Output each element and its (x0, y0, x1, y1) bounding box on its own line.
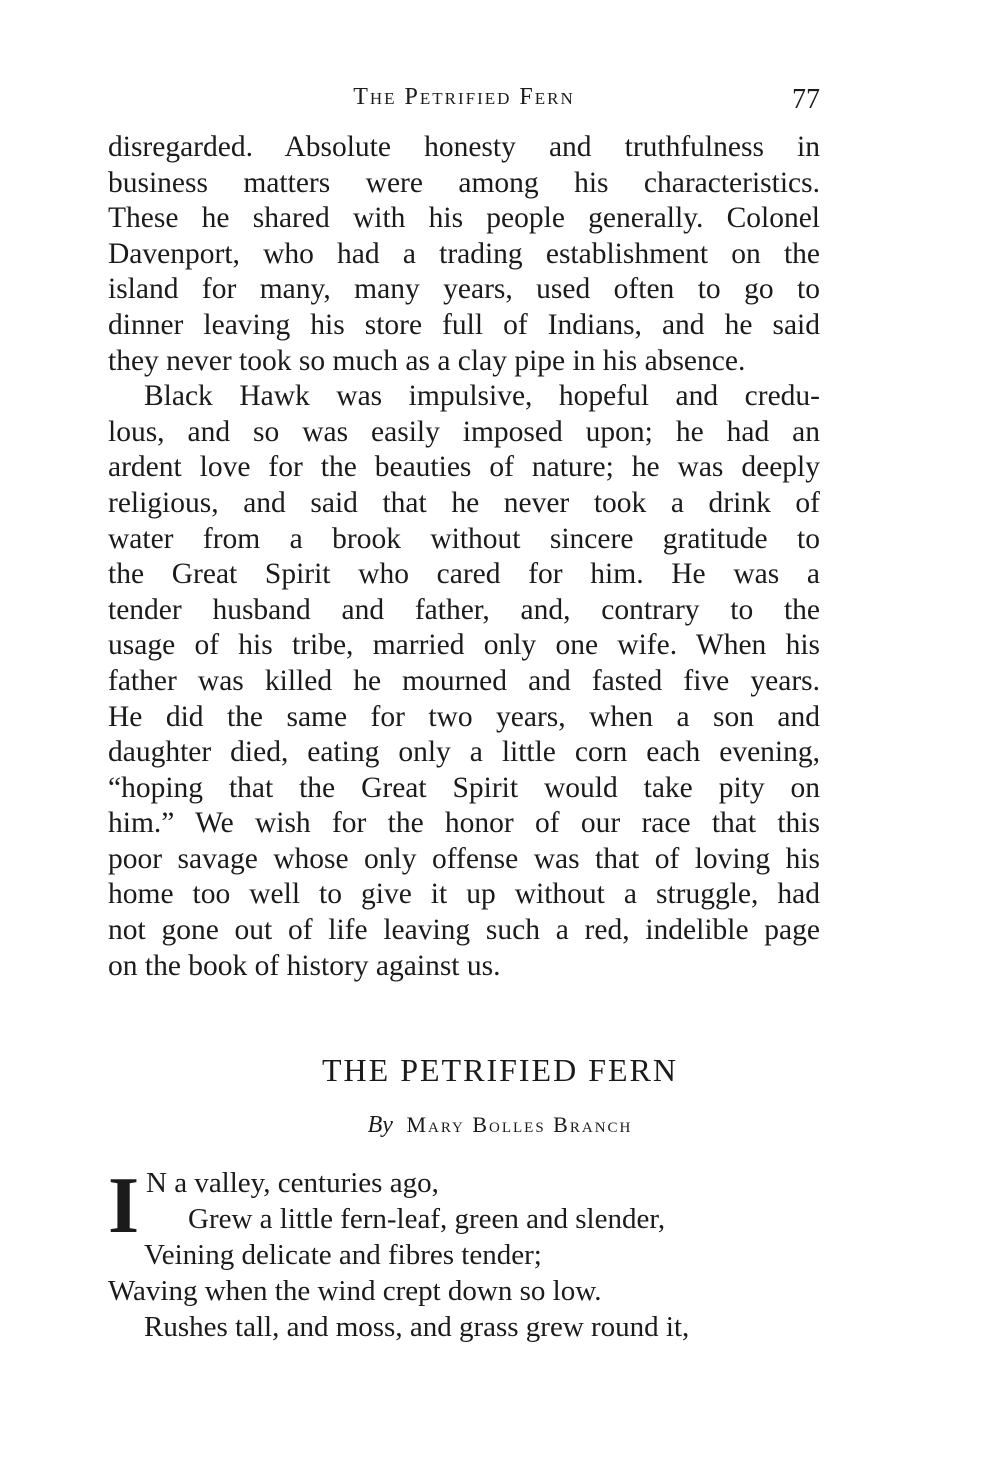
poem-line: N a valley, centuries ago, (146, 1167, 439, 1199)
prose-line: daughter died, eating only a little corn each evening, (108, 736, 820, 769)
prose-line: they never took so much as a clay pipe in his absence. (108, 344, 746, 377)
prose-line: usage of his tribe, married only one wife. When his (108, 629, 820, 662)
prose-line: island for many, many years, used often to go to (108, 273, 820, 306)
prose-line: disregarded. Absolute honesty and truthfulness in (108, 131, 820, 163)
prose-line: dinner leaving his store full of Indians, and he said (108, 308, 820, 341)
prose-line: water from a brook without sincere gratitude to (108, 522, 820, 555)
poem-text (108, 1162, 848, 1345)
prose-line: not gone out of life leaving such a red, indelible page (108, 914, 820, 947)
prose-line: These he shared with his people generally. Colonel (108, 202, 820, 235)
prose-line: He did the same for two years, when a son and (108, 700, 820, 733)
prose-line: home too well to give it up without a struggle, had (108, 878, 820, 911)
prose-line: Black Hawk was impulsive, hopeful and credu- (144, 380, 820, 413)
prose-line: business matters were among his characteristics. (108, 166, 820, 199)
poem-line: Rushes tall, and moss, and grass grew round it, (144, 1311, 690, 1343)
poem-author: Mary Bolles Branch (406, 1112, 633, 1137)
prose-line: religious, and said that he never took a drink of (108, 486, 820, 519)
poem-byline (0, 1112, 1000, 1139)
poem-heading: THE PETRIFIED FERN (322, 1052, 678, 1088)
prose-line: the Great Spirit who cared for him. He was a (108, 558, 820, 591)
prose-line: father was killed he mourned and fasted five years. (108, 664, 820, 697)
poem-line: Waving when the wind crept down so low. (108, 1275, 602, 1307)
running-header (108, 84, 820, 120)
prose-line: on the book of history against us. (108, 949, 501, 982)
prose-line: him.” We wish for the honor of our race that this (108, 807, 820, 840)
byline-prefix: By (367, 1112, 393, 1138)
prose-line: Davenport, who had a trading establishment on the (108, 237, 820, 270)
prose-line: tender husband and father, and, contrary to the (108, 593, 820, 626)
drop-cap: I (108, 1162, 140, 1250)
running-title: The Petrified Fern (353, 84, 575, 110)
poem-line: Grew a little fern-leaf, green and slender, (188, 1203, 666, 1235)
prose-text (108, 130, 820, 984)
prose-line: “hoping that the Great Spirit would take pity on (108, 771, 820, 804)
prose-line: poor savage whose only offense was that of loving his (108, 842, 820, 875)
prose-line: ardent love for the beauties of nature; he was deeply (108, 451, 820, 484)
poem-line: Veining delicate and fibres tender; (144, 1239, 542, 1271)
prose-line: lous, and so was easily imposed upon; he had an (108, 415, 820, 448)
page-number: 77 (792, 84, 820, 115)
